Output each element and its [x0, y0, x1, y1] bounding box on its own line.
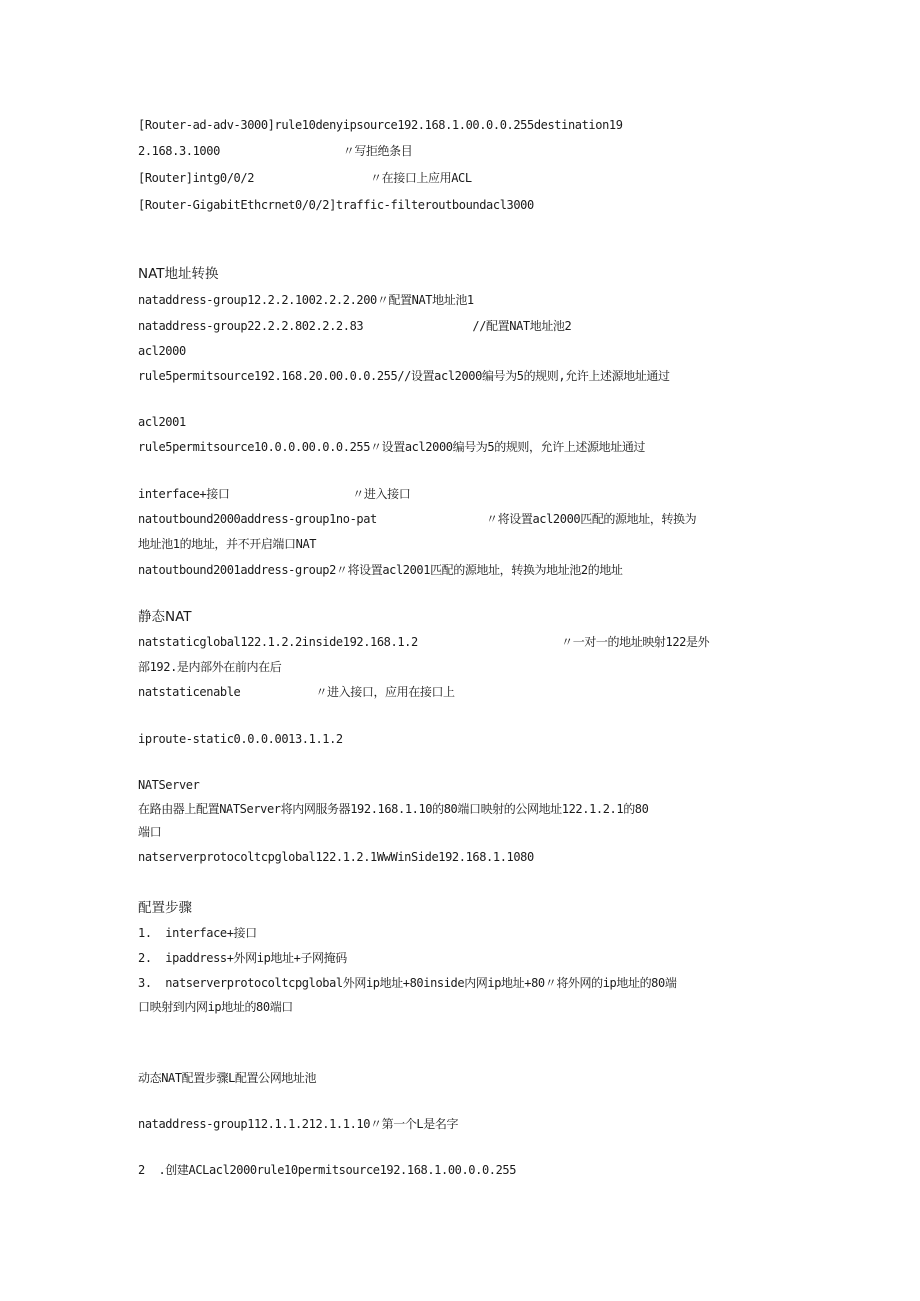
nat-outbound-2000-continuation: 地址池1的地址，并不开启端口NAT: [138, 537, 317, 551]
nat-server-command-line: natserverprotocoltcpglobal122.1.2.1WwWinSide192.168.1.1080: [138, 850, 534, 864]
nat-server-heading: NATServer: [138, 778, 200, 792]
acl-deny-rule-line: [Router-ad-adv-3000]rule10denyipsource192.168.1.00.0.0.255destination19: [138, 118, 623, 132]
ip-route-static-line: iproute-static0.0.0.0013.1.1.2: [138, 732, 343, 746]
config-step-2: 2. ipaddress+外网ip地址+子网掩码: [138, 951, 347, 965]
acl2001-rule-line: rule5permitsource10.0.0.00.0.0.255〃设置acl2000编号为5的规则，允许上述源地址通过: [138, 440, 646, 454]
acl2001-line: acl2001: [138, 415, 186, 429]
dynamic-nat-pool-line: nataddress-group112.1.1.212.1.1.10〃第一个L是名字: [138, 1117, 459, 1131]
config-step-3: 3. natserverprotocoltcpglobal外网ip地址+80inside内网ip地址+80〃将外网的ip地址的80端: [138, 976, 677, 990]
nat-pool-1-line: nataddress-group12.2.2.1002.2.2.200〃配置NAT地址池1: [138, 293, 474, 307]
acl2000-rule-line: rule5permitsource192.168.20.00.0.0.255//设置acl2000编号为5的规则,允许上述源地址通过: [138, 369, 670, 383]
interface-line: interface+接口 〃进入接口: [138, 487, 411, 501]
interface-enter-line: [Router]intg0/0/2 〃在接口上应用ACL: [138, 171, 472, 185]
acl2000-line: acl2000: [138, 344, 186, 358]
nat-static-global-continuation: 部192.是内部外在前内在后: [138, 660, 282, 674]
config-steps-heading: 配置步骤: [138, 900, 192, 916]
static-nat-heading: 静态NAT: [138, 609, 192, 625]
dynamic-nat-heading: 动态NAT配置步骤L配置公网地址池: [138, 1071, 317, 1085]
nat-outbound-2000-line: natoutbound2000address-group1no-pat 〃将设置acl2000匹配的源地址，转换为: [138, 512, 697, 526]
nat-static-global-line: natstaticglobal122.1.2.2inside192.168.1.2 〃一对一的地址映射122是外: [138, 635, 710, 649]
dynamic-nat-acl-line: 2 .创建ACLacl2000rule10permitsource192.168.1.00.0.0.255: [138, 1163, 517, 1177]
nat-section-heading: NAT地址转换: [138, 266, 219, 282]
nat-server-description-continuation: 端口: [138, 825, 162, 839]
nat-static-enable-line: natstaticenable 〃进入接口，应用在接口上: [138, 685, 455, 699]
nat-server-description-line: 在路由器上配置NATServer将内网服务器192.168.1.10的80端口映射的公网地址122.1.2.1的80: [138, 802, 649, 816]
nat-pool-2-line: nataddress-group22.2.2.802.2.2.83 //配置NAT地址池2: [138, 319, 572, 333]
config-step-1: 1. interface+接口: [138, 926, 257, 940]
nat-outbound-2001-line: natoutbound2001address-group2〃将设置acl2001匹配的源地址，转换为地址池2的地址: [138, 563, 623, 577]
traffic-filter-line: [Router-GigabitEthcrnet0/0/2]traffic-filteroutboundacl3000: [138, 198, 534, 212]
config-step-3-continuation: 口映射到内网ip地址的80端口: [138, 1000, 293, 1014]
acl-deny-rule-continuation: 2.168.3.1000 〃写拒绝条目: [138, 144, 413, 158]
